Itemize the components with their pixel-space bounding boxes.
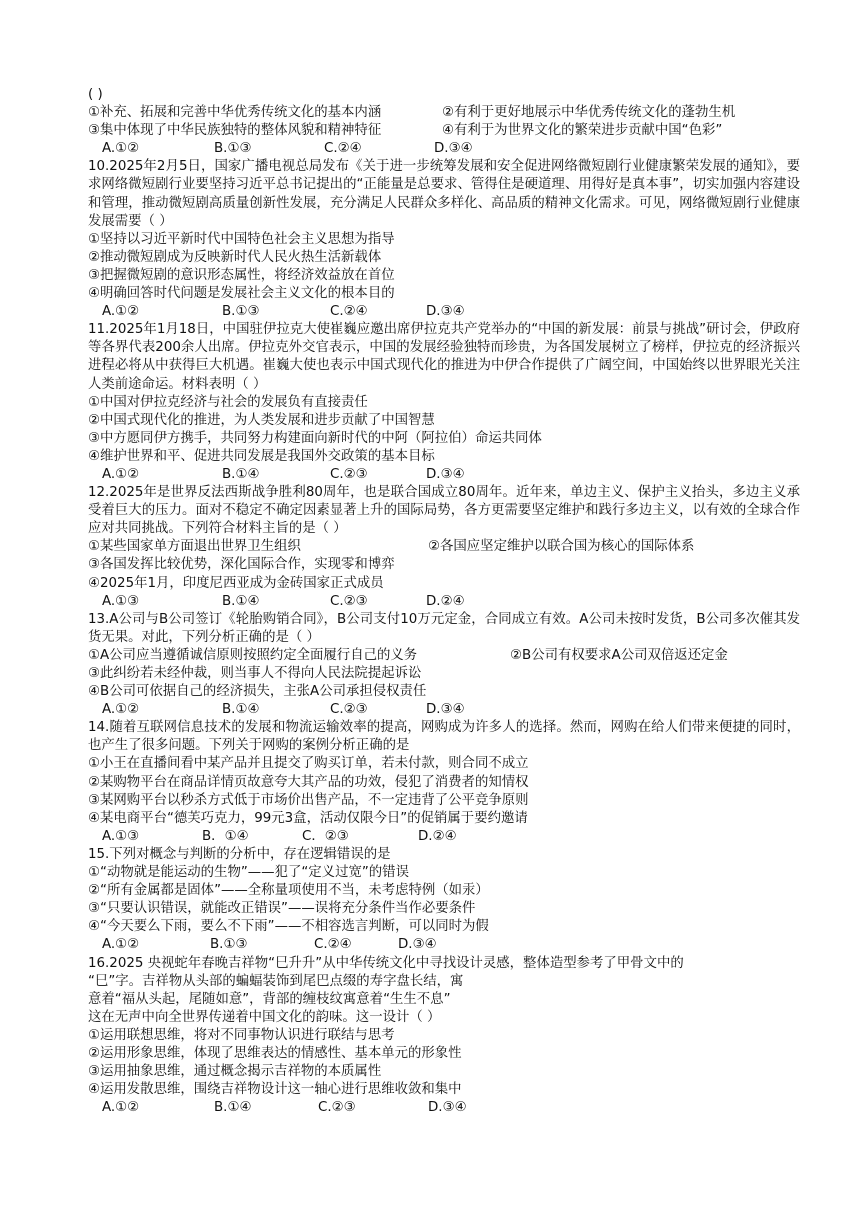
q12-option-1: ①某些国家单方面退出世界卫生组织 xyxy=(88,539,301,555)
q10-choice-c[interactable]: C.②④ xyxy=(330,304,368,320)
q14-stem: 14.随着互联网信息技术的发展和物流运输效率的提高，网购成为许多人的选择。然而，网购在给人们带来便捷的同时，也产生了很多问题。下列关于网购的案例分析正确的是 xyxy=(88,720,800,754)
q12-choice-b[interactable]: B.①④ xyxy=(222,593,260,609)
q13-options-row1 xyxy=(88,647,800,665)
q9-options-row2 xyxy=(88,122,800,140)
q9-bracket: ( ) xyxy=(88,87,103,102)
q15-choice-b[interactable]: B.①③ xyxy=(210,937,248,953)
q16-option-1: ①运用联想思维，将对不同事物认识进行联结与思考 xyxy=(88,1027,395,1043)
q10-choice-d[interactable]: D.③④ xyxy=(426,304,465,320)
q13-choice-c[interactable]: C.②③ xyxy=(330,702,368,718)
q16-stem-line-1: 16.2025 央视蛇年春晚吉祥物“巳升升”从中华传统文化中寻找设计灵感，整体造型参考了甲骨文中的 xyxy=(88,955,684,971)
q9-option-2: ②有利于更好地展示中华优秀传统文化的蓬勃生机 xyxy=(442,105,736,121)
q15-choice-c[interactable]: C.②④ xyxy=(314,937,352,953)
q10-option-1: ①坚持以习近平新时代中国特色社会主义思想为指导 xyxy=(88,231,395,247)
q9-choice-b[interactable]: B.①③ xyxy=(214,141,252,157)
q15-choices xyxy=(88,936,800,954)
q12-stem: 12.2025年是世界反法西斯战争胜利80周年，也是联合国成立80周年。近年来，单边主义、保护主义抬头，多边主义承受着巨大的压力。面对不稳定不确定因素显著上升的国际局势，各方更需要坚定维护和践行多边主义，以有效的全球合作应对共同挑战。下列符合材料主旨的是（ ） xyxy=(88,485,800,537)
q11-choices xyxy=(88,466,800,484)
q15-option-1: ①“动物就是能运动的生物”——犯了“定义过宽”的错误 xyxy=(88,865,409,881)
q13-choice-d[interactable]: D.③④ xyxy=(426,702,465,718)
q16-choices xyxy=(88,1099,800,1117)
q11-option-3: ③中方愿同伊方携手，共同努力构建面向新时代的中阿（阿拉伯）命运共同体 xyxy=(88,430,542,446)
q9-option-4: ④有利于为世界文化的繁荣进步贡献中国“色彩” xyxy=(442,123,723,139)
q12-options-row1 xyxy=(88,538,800,556)
q12-option-3: ③各国发挥比较优势，深化国际合作，实现零和博弈 xyxy=(88,557,395,573)
q10-choice-a[interactable]: A.①② xyxy=(102,304,140,320)
q11-option-1: ①中国对伊拉克经济与社会的发展负有直接责任 xyxy=(88,394,368,410)
q15-stem: 15.下列对概念与判断的分析中，存在逻辑错误的是 xyxy=(88,846,391,862)
q11-option-2: ②中国式现代化的推进，为人类发展和进步贡献了中国智慧 xyxy=(88,412,435,428)
q9-options-row1 xyxy=(88,104,800,122)
q11-choice-c[interactable]: C.②③ xyxy=(330,466,368,482)
q15-option-2: ②“所有金属都是固体”——全称量项使用不当，未考虑特例（如汞） xyxy=(88,883,489,899)
q14-choices xyxy=(88,828,800,846)
q9-option-3: ③集中体现了中华民族独特的整体风貌和精神特征 xyxy=(88,123,382,139)
q16-stem-line-2: “巳”字。吉祥物从头部的蝙蝠装饰到尾巴点缀的寿字盘长结，寓 xyxy=(88,973,464,989)
q10-choices xyxy=(88,303,800,321)
q12-choices xyxy=(88,593,800,611)
q16-choice-d[interactable]: D.③④ xyxy=(428,1100,467,1116)
q14-choice-d[interactable]: D.②④ xyxy=(418,828,457,844)
q11-choice-a[interactable]: A.①② xyxy=(102,466,140,482)
q16-option-3: ③运用抽象思维，通过概念揭示吉祥物的本质属性 xyxy=(88,1064,382,1080)
q10-stem: 10.2025年2月5日，国家广播电视总局发布《关于进一步统筹发展和安全促进网络微短剧行业健康繁荣发展的通知》，要求网络微短剧行业要坚持习近平总书记提出的“正能量是总要求、管得住是硬道理、用得好是真本事”，切实加强内容建设和管理，推动微短剧高质量创新性发展，充分满足人民群众多样化、高品质的精神文化需求。可见，网络微短剧行业健康发展需要（ ） xyxy=(88,159,800,229)
q10-option-3: ③把握微短剧的意识形态属性，将经济效益放在首位 xyxy=(88,267,395,283)
q11-choice-d[interactable]: D.③④ xyxy=(426,466,465,482)
q10-choice-b[interactable]: B.①③ xyxy=(222,304,260,320)
q11-option-4: ④维护世界和平、促进共同发展是我国外交政策的基本目标 xyxy=(88,448,435,464)
q14-option-4: ④某电商平台“德芙巧克力，99元3盒，活动仅限今日”的促销属于要约邀请 xyxy=(88,810,528,826)
q15-choice-d[interactable]: D.③④ xyxy=(398,937,437,953)
q14-choice-c[interactable]: C．②③ xyxy=(302,828,349,844)
q15-option-3: ③“只要认识错误，就能改正错误”——误将充分条件当作必要条件 xyxy=(88,901,476,917)
q10-option-4: ④明确回答时代问题是发展社会主义文化的根本目的 xyxy=(88,286,395,302)
q9-choice-d[interactable]: D.③④ xyxy=(434,141,473,157)
q15-option-4: ④“今天要么下雨，要么不下雨”——不相容选言判断，可以同时为假 xyxy=(88,919,489,935)
q12-option-2: ②各国应坚定维护以联合国为核心的国际体系 xyxy=(428,539,695,555)
q13-choice-b[interactable]: B.①④ xyxy=(222,702,260,718)
q13-option-1: ①A公司应当遵循诚信原则按照约定全面履行自己的义务 xyxy=(88,647,418,663)
q13-choices xyxy=(88,701,800,719)
q11-choice-b[interactable]: B.①④ xyxy=(222,466,260,482)
q13-option-3: ③此纠纷若未经仲裁，则当事人不得向人民法院提起诉讼 xyxy=(88,666,422,681)
q10-option-2: ②推动微短剧成为反映新时代人民火热生活新载体 xyxy=(88,249,382,265)
q13-stem: 13.A公司与B公司签订《轮胎购销合同》，B公司支付10万元定金，合同成立有效。A公司未按时发货，B公司多次催其发货无果。对此，下列分析正确的是（ ） xyxy=(88,611,800,645)
q16-choice-b[interactable]: B.①④ xyxy=(214,1100,252,1116)
q9-choice-a[interactable]: A.①② xyxy=(102,141,140,157)
q9-choices xyxy=(88,140,800,158)
q16-option-2: ②运用形象思维，体现了思维表达的情感性、基本单元的形象性 xyxy=(88,1045,462,1061)
q11-stem: 11.2025年1月18日，中国驻伊拉克大使崔巍应邀出席伊拉克共产党举办的“中国的新发展：前景与挑战”研讨会，伊政府等各界代表200余人出席。伊拉克外交官表示，中国的发展经验独特而珍贵，为各国发展树立了榜样，伊拉克的经济振兴进程必将从中获得巨大机遇。崔巍大使也表示中国式现代化的推进为中伊合作提供了广阔空间，中国始终以世界眼光关注人类前途命运。材料表明（ ） xyxy=(88,322,800,392)
q16-stem-line-3: 意着“福从头起，尾随如意”，背部的缠枝纹寓意着“生生不息” xyxy=(88,991,451,1007)
q12-choice-d[interactable]: D.②④ xyxy=(426,593,465,609)
q12-choice-a[interactable]: A.①③ xyxy=(102,593,140,609)
q9-option-1: ①补充、拓展和完善中华优秀传统文化的基本内涵 xyxy=(88,105,382,121)
q13-option-4: ④B公司可依据自己的经济损失，主张A公司承担侵权责任 xyxy=(88,684,427,700)
q14-option-2: ②某购物平台在商品详情页故意夸大其产品的功效，侵犯了消费者的知情权 xyxy=(88,774,529,790)
q16-stem-line-4: 这在无声中向全世界传递着中国文化的韵味。这一设计（ ） xyxy=(88,1009,441,1025)
q14-choice-a[interactable]: A.①③ xyxy=(102,828,140,844)
q12-choice-c[interactable]: C.②③ xyxy=(330,593,368,609)
q13-option-2: ②B公司有权要求A公司双倍返还定金 xyxy=(510,647,728,663)
q12-option-4: ④2025年1月，印度尼西亚成为金砖国家正式成员 xyxy=(88,575,384,591)
q16-choice-a[interactable]: A.①② xyxy=(102,1100,140,1116)
q16-choice-c[interactable]: C.②③ xyxy=(318,1100,356,1116)
q13-choice-a[interactable]: A.①② xyxy=(102,702,140,718)
q16-option-4: ④运用发散思维，围绕吉祥物设计这一轴心进行思维收敛和集中 xyxy=(88,1082,462,1098)
q15-choice-a[interactable]: A.①② xyxy=(102,937,140,953)
q9-choice-c[interactable]: C.②④ xyxy=(324,141,362,157)
q14-option-1: ①小王在直播间看中某产品并且提交了购买订单，若未付款，则合同不成立 xyxy=(88,756,529,772)
q14-choice-b[interactable]: B．①④ xyxy=(202,828,249,844)
q14-option-3: ③某网购平台以秒杀方式低于市场价出售产品，不一定违背了公平竞争原则 xyxy=(88,792,529,808)
